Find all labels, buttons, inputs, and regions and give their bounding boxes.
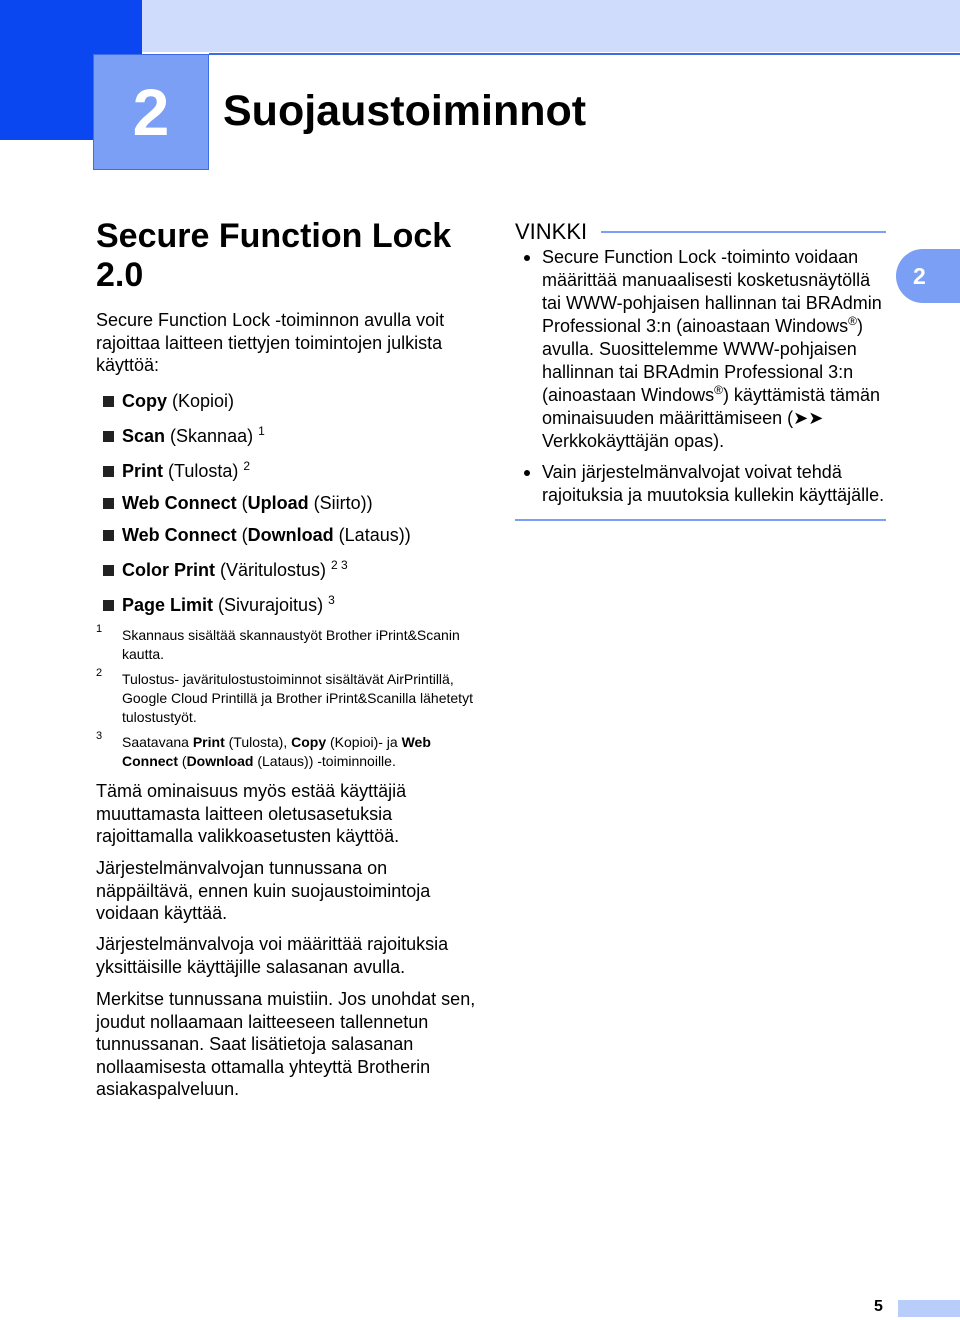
bullet-dot-icon [524,255,530,261]
body-paragraph: Järjestelmänvalvojan tunnussana on näppäiltävä, ennen kuin suojaustoimintoja voidaan käyttää. [96,858,431,923]
section-title-line2: 2.0 [96,256,144,294]
footnote-text: Saatavana Print (Tulosta), Copy (Kopioi)- ja Web Connect (Download (Lataus)) -toiminnoille. [122,734,431,769]
feature-desc: (Tulosta) [163,460,244,481]
feature-name: Web Connect [122,492,237,513]
feature-name: Scan [122,425,166,446]
body-paragraph: Tämä ominaisuus myös estää käyttäjiä muuttamasta laitteen oletusasetuksia rajoittamalla valikkoasetusten käyttöä. [96,781,407,846]
feature-name: Web Connect [122,524,237,545]
registered-mark: ® [714,383,723,397]
footnote-ref: 2 [243,458,251,473]
feature-desc: (Siirto)) [308,492,373,513]
note-bottom-rule [515,519,886,521]
list-item [96,559,476,581]
left-column [96,217,476,616]
list-item [96,492,476,514]
feature-desc: (Väritulostus) [215,559,332,580]
chapter-title: Suojaustoiminnot [223,87,587,135]
note-title: VINKKI [515,219,588,244]
footnote-number: 1 [96,623,103,635]
chapter-number-box [93,54,209,170]
feature-name: Print [122,460,164,481]
list-item [96,390,476,412]
footnote-ref: 3 [328,592,335,607]
note-list [515,246,886,507]
list-item [96,425,476,447]
feature-desc: ( [236,524,248,545]
side-chapter-tab [896,249,960,303]
footnote-ref: 1 [258,423,265,438]
note-box [515,219,886,521]
side-tab-label: 2 [913,262,926,289]
list-item: Vain järjestelmänvalvojat voivat tehdä rajoituksia ja muutoksia kullekin käyttäjälle. [515,461,886,507]
square-bullet-icon [103,498,114,509]
page-number: 5 [874,1298,883,1315]
body-paragraph: Merkitse tunnussana muistiin. Jos unohdat sen, joudut nollaamaan laitteeseen tallennetun tunnussanan. Saat lisätietoja salasanan nollaamisesta ottamalla yhteyttä Brotherin asiakaspalveluun. [96,989,476,1099]
list-item: Secure Function Lock -toiminto voidaan määrittää manuaalisesti kosketusnäytöllä tai WWW-pohjaisen hallinnan tai BRAdmin Professional 3:n (ainoastaan Windows®) avulla. Suosittelemme WWW-pohjaisen hallinnan tai BRAdmin Professional 3:n (ainoastaan Windows®) käyttämistä tämän ominaisuuden määrittämiseen (➤➤ Verkkokäyttäjän opas). [515,246,886,453]
feature-desc: (Lataus)) [333,524,411,545]
footnote-number: 3 [96,730,103,742]
square-bullet-icon [103,466,114,477]
feature-sub-name: Upload [247,492,309,513]
square-bullet-icon [103,600,114,611]
footnote [96,667,476,727]
footnote-number: 2 [96,667,103,679]
section-title [96,217,476,295]
feature-sub-name: Download [247,524,334,545]
section-title-line1: Secure Function Lock [96,217,452,255]
square-bullet-icon [103,530,114,541]
footnote [96,623,476,664]
feature-name: Page Limit [122,594,214,615]
square-bullet-icon [103,431,114,442]
header-rule [209,53,960,55]
note-top-rule [601,231,886,233]
list-item [96,524,476,546]
body-paragraph: Järjestelmänvalvoja voi määrittää rajoituksia yksittäisille käyttäjille salasanan avulla. [96,934,449,977]
feature-name: Copy [122,390,167,411]
feature-list [96,390,476,616]
footnote-text: Tulostus- javäritulostustoiminnot sisältävät AirPrintillä, Google Cloud Printillä ja Brother iPrint&Scanilla lähetetyt tulostustyöt. [122,671,473,725]
intro-paragraph: Secure Function Lock -toiminnon avulla voit rajoittaa laitteen tiettyjen toimintojen julkista käyttöä: [96,310,445,375]
bullet-dot-icon [524,470,530,476]
footnote-ref: 2 3 [331,557,348,572]
chapter-number: 2 [132,75,170,149]
square-bullet-icon [103,565,114,576]
note-header [515,219,886,245]
list-item [96,460,476,482]
footnote-text: Skannaus sisältää skannaustyöt Brother iPrint&Scanin kautta. [122,627,460,662]
header-band [142,0,960,52]
double-arrow-icon: ➤➤ [793,408,824,428]
feature-name: Color Print [122,559,215,580]
feature-desc: (Kopioi) [167,390,235,411]
feature-desc: (Sivurajoitus) [213,594,329,615]
page-number-band [898,1300,960,1317]
feature-desc: (Skannaa) [165,425,259,446]
square-bullet-icon [103,396,114,407]
footnote [96,730,476,771]
registered-mark: ® [848,314,858,328]
feature-desc: ( [236,492,248,513]
list-item [96,594,476,616]
